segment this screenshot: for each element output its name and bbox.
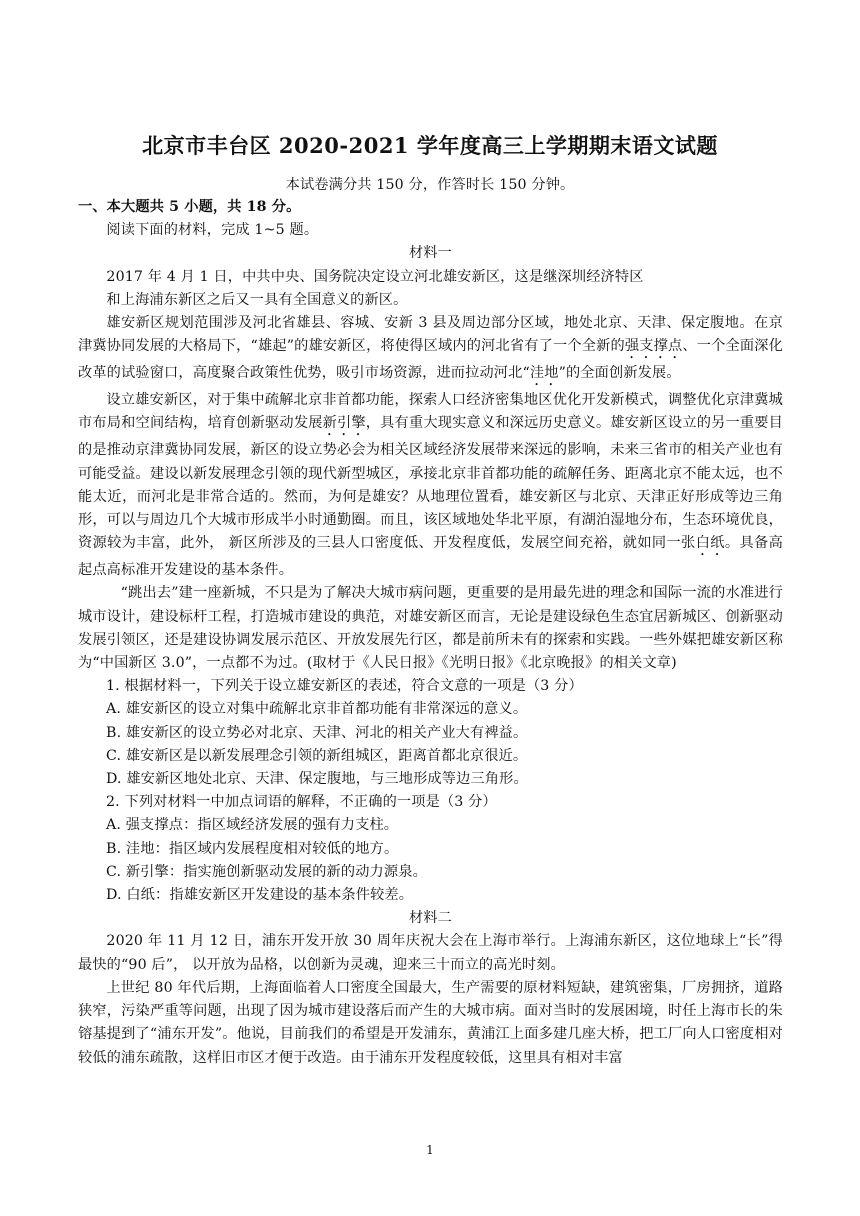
text-run: 设立雄安新区，对于集中疏解北京非首都功能，探索人口经济密集地区优化开发新模式，调整优化京津冀城市布局和空间结构，培育创新驱动发展 — [78, 392, 783, 432]
page-title: 北京市丰台区 2020-2021 学年度高三上学期期末语文试题 — [142, 133, 718, 158]
section-heading: 一、本大题共 5 小题，共 18 分。 — [78, 199, 301, 215]
question-2-option-c: C. 新引擎：指实施创新驱动发展的新的动力源泉。 — [106, 863, 427, 880]
material1-paragraph-1-cont: 和上海浦东新区之后又一具有全国意义的新区。 — [106, 291, 408, 308]
exam-info: 本试卷满分共 150 分，作答时长 150 分钟。 — [285, 177, 575, 193]
material1-paragraph-2 — [78, 312, 783, 389]
dotted-term: 白纸 — [695, 535, 725, 552]
question-1-option-b: B. 雄安新区的设立势必对北京、天津、河北的相关产业大有裨益。 — [106, 724, 528, 741]
text-run: ，具有重大现实意义和深远历史意义。雄安新区设立的另一重要目的是推动京津冀协同发展，新区的设立势必会为相关区域经济发展带来深远的影响，未来三省市的相关产业也有可能受益。建设以新发展理念引领的现代新型城区，承接北京非首都功能的疏解任务、距离北京不能太远，也不能太近，而河北是非常合适的。然而，为何是雄安？从地理位置看，雄安新区与北京、天津正好形成等边三角形，可以与周边几个大城市形成半小时通勤圈。而且，该区域地处华北平原，有湖泊湿地分布，生态环境优良，资源较为丰富，此外， 新区所涉及的三县人口密度低、开发程度低，发展空间充裕，就如同一张 — [78, 415, 783, 552]
text-run: 雄安新区规划范围涉及河北省雄县、容城、安新 3 县及周边部分区域，地处北京、天津、保定腹地。在京津冀协同发展的大格局下，“雄起”的雄安新区，将使得区域内的河北省有了一个全新的 — [78, 315, 783, 355]
instruction: 阅读下面的材料，完成 1~5 题。 — [106, 222, 319, 239]
question-2-option-a: A. 强支撑点：指区域经济发展的强有力支柱。 — [106, 817, 399, 834]
question-1-option-d: D. 雄安新区地处北京、天津、保定腹地，与三地形成等边三角形。 — [106, 771, 528, 788]
question-2-option-b: B. 洼地：指区域内发展程度相对较低的地方。 — [106, 840, 399, 857]
question-1-option-a: A. 雄安新区的设立对集中疏解北京非首都功能有非常深远的意义。 — [106, 701, 528, 718]
text-run: 。具备高起点高标准开发建设的基本条件。 — [78, 535, 783, 579]
question-2-option-d: D. 白纸：指雄安新区开发建设的基本条件较差。 — [106, 887, 414, 904]
dotted-term: 新引擎 — [322, 415, 366, 432]
material2-heading: 材料二 — [408, 910, 452, 927]
dotted-term: 洼地 — [529, 365, 559, 382]
question-1-option-c: C. 雄安新区是以新发展理念引领的新组城区，距离首都北京很近。 — [106, 747, 528, 764]
question-2-stem: 2. 下列对材料一中加点词语的解释，不正确的一项是（3 分） — [106, 794, 497, 811]
dotted-term: 强支撑点 — [624, 338, 683, 355]
material1-paragraph-3 — [78, 389, 783, 582]
text-run: 、一个全面深化改革的试验窗口，高度聚合政策性优势，吸引市场资源，进而拉动河北“ — [78, 338, 783, 382]
material2-paragraph-1: 2020 年 11 月 12 日，浦东开发开放 30 周年庆祝大会在上海市举行。上海浦东新区，这位地球上“长”得最快的“90 后”， 以开放为品格，以创新为灵魂，迎来三十而立的高光时刻。 — [78, 933, 783, 973]
material2-paragraph-2: 上世纪 80 年代后期，上海面临着人口密度全国最大，生产需要的原材料短缺，建筑密集，厂房拥挤，道路狭窄，污染严重等问题，出现了因为城市建设落后而产生的大城市病。面对当时的发展困境，时任上海市长的朱镕基提到了“浦东开发”。他说，目前我们的希望是开发浦东，黄浦江上面多建几座大桥，把工厂向人口密度相对较低的浦东疏散，这样旧市区才便于改造。由于浦东开发程度较低，这里具有相对丰富 — [78, 979, 783, 1066]
question-1-stem: 1. 根据材料一，下列关于设立雄安新区的表述，符合文意的一项是（3 分） — [106, 678, 583, 695]
text-run: ”的全面创新发展。 — [558, 365, 681, 382]
material1-paragraph-4: “跳出去”建一座新城，不只是为了解决大城市病问题，更重要的是用最先进的理念和国际一流的水准进行城市设计，建设标杆工程，打造城市建设的典范，对雄安新区而言，无论是建设绿色生态宜居新城区、创新驱动发展引领区，还是建设协调发展示范区、开放发展先行区，都是前所未有的探索和实践。一些外媒把雄安新区称为“中国新区 3.0”，一点都不为过。(取材于《人民日报》《光明日报》《北京晚报》的相关文章) — [78, 585, 783, 672]
document-body — [78, 196, 783, 1070]
material1-paragraph-1: 2017 年 4 月 1 日，中共中央、国务院决定设立河北雄安新区，这是继深圳经济特区 — [106, 268, 644, 285]
page-number: 1 — [426, 1143, 434, 1157]
material1-heading: 材料一 — [408, 245, 452, 262]
